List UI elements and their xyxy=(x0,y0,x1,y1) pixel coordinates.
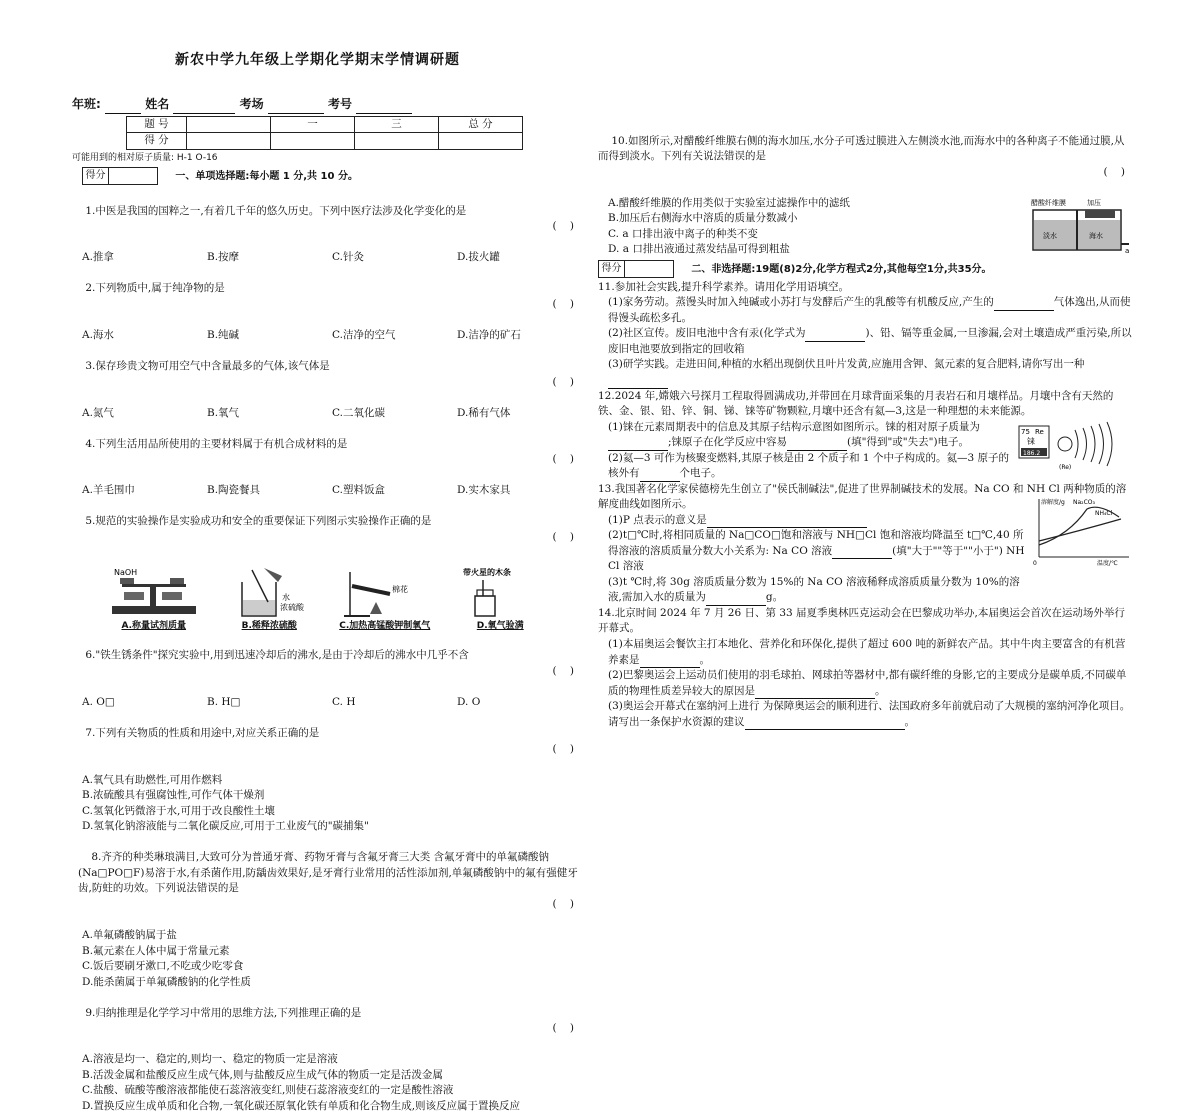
answer-blank[interactable] xyxy=(787,440,847,451)
option: D.洁净的矿石 xyxy=(457,328,521,341)
rhenium-structure-diagram xyxy=(1017,420,1133,470)
answer-paren[interactable]: ( ) xyxy=(552,897,574,910)
options xyxy=(72,695,582,711)
text: (1)铼在元素周期表中的信息及其原子结构示意图如图所示。铼的相对原子质量为 xyxy=(608,420,980,433)
option: A.溶液是均一、稳定的,则均一、稳定的物质一定是溶液 xyxy=(82,1053,338,1066)
answer-blank[interactable] xyxy=(707,517,867,528)
figure-caption: A.称量试剂质量 xyxy=(121,620,187,631)
score-cell[interactable] xyxy=(271,133,355,150)
q12-part2 xyxy=(598,451,1013,482)
question-14: 14.北京时间 2024 年 7 月 26 日、第 33 届夏季奥林匹克运动会在巴黎成功举办,本届奥运会首次在运动场外举行开幕式。 xyxy=(598,606,1125,635)
room-blank[interactable] xyxy=(268,102,324,114)
question-7 xyxy=(72,711,582,773)
option: A.推拿 xyxy=(82,251,114,264)
text: (1)家务劳动。蒸馒头时加入纯碱或小苏打与发酵后产生的乳酸等有机酸反应,产生的 xyxy=(608,296,994,309)
membrane-label: 醋酸纤维膜 xyxy=(1031,198,1066,207)
q14-part2 xyxy=(598,668,1133,699)
diagram-label: (Re) xyxy=(1059,463,1072,471)
section2-header xyxy=(598,260,1133,278)
solubility-curve-diagram xyxy=(1029,495,1133,567)
option: C.盐酸、硫酸等酸溶液都能使石蕊溶液变红,则使石蕊溶液变红的一定是酸性溶液 xyxy=(82,1084,454,1097)
option: C.洁净的空气 xyxy=(332,328,396,341)
section1-title: 一、单项选择题:每小题 1 分,共 10 分。 xyxy=(175,171,358,183)
desalination-diagram xyxy=(1029,196,1133,254)
fresh-water-label: 淡水 xyxy=(1043,231,1057,240)
cotton-label: 棉花 xyxy=(391,584,408,594)
score-cell: 题 号 xyxy=(127,116,187,133)
text: 。 xyxy=(875,684,886,697)
atomic-mass: 186.2 xyxy=(1023,449,1041,457)
answer-paren[interactable]: ( ) xyxy=(1103,165,1125,178)
option: D.实木家具 xyxy=(457,484,511,497)
option: D. O xyxy=(457,696,481,708)
right-column xyxy=(598,118,1133,730)
port-label: a xyxy=(1125,246,1130,255)
answer-paren[interactable]: ( ) xyxy=(552,664,574,677)
option: A.单氟磷酸钠属于盐 xyxy=(82,928,177,941)
option: B.活泼金属和盐酸反应生成气体,则与盐酸反应生成气体的物质一定是活泼金属 xyxy=(82,1068,443,1081)
text: 。 xyxy=(904,715,915,728)
question-stem: 4.下列生活用品所使用的主要材料属于有机合成材料的是 xyxy=(85,437,348,450)
answer-paren[interactable]: ( ) xyxy=(552,530,574,543)
question-10 xyxy=(598,118,1133,196)
atomic-number: 75 xyxy=(1021,427,1030,436)
text: 气体逸出,从而使得馒头疏松多孔。 xyxy=(608,296,1131,324)
score-box-label: 得分 xyxy=(83,168,109,184)
figure-balance xyxy=(99,563,209,633)
score-cell xyxy=(187,116,271,133)
score-table-row xyxy=(127,116,523,133)
question-3 xyxy=(72,343,582,405)
element-name: 铼 xyxy=(1027,436,1035,446)
number-label: 考号 xyxy=(327,97,352,111)
figure-dilution xyxy=(214,563,324,633)
score-cell: 一 xyxy=(271,116,355,133)
text: (2)t□℃时,将相同质量的 Na□CO□饱和溶液与 NH□Cl 饱和溶液均降温至 t□℃,40 所得溶液的溶质质量分数大小关系为: Na CO 溶液 xyxy=(608,529,1024,557)
series-nh4cl-label: NH₄Cl xyxy=(1095,509,1113,517)
number-blank[interactable] xyxy=(356,102,412,114)
class-label: 年班: xyxy=(72,97,101,111)
section1-header xyxy=(82,167,582,185)
options xyxy=(72,328,582,344)
answer-blank[interactable] xyxy=(608,440,668,451)
answer-blank[interactable] xyxy=(706,595,766,606)
option: A.羊毛围巾 xyxy=(82,484,135,497)
question-6 xyxy=(72,633,582,695)
score-cell: 三 xyxy=(355,116,439,133)
question-4 xyxy=(72,421,582,483)
q12-part1 xyxy=(598,420,1013,451)
q13-part1 xyxy=(598,513,1027,529)
score-cell[interactable] xyxy=(355,133,439,150)
options xyxy=(72,250,582,266)
option: B.纯碱 xyxy=(207,328,240,341)
score-table-row xyxy=(127,133,523,150)
question-stem: 7.下列有关物质的性质和用途中,对应关系正确的是 xyxy=(85,727,320,740)
question-5 xyxy=(72,499,582,561)
score-cell: 得 分 xyxy=(127,133,187,150)
sea-water-label: 海水 xyxy=(1089,231,1103,240)
q11-part2 xyxy=(598,326,1133,357)
option: C.饭后要刷牙漱口,不吃或少吃零食 xyxy=(82,960,244,973)
balance-icon xyxy=(104,566,204,620)
q14-part1 xyxy=(598,637,1133,668)
figure-caption: C.加热高锰酸钾制氧气 xyxy=(339,620,431,631)
answer-paren[interactable]: ( ) xyxy=(552,453,574,466)
left-column xyxy=(72,96,582,1114)
text: (2)社区宣传。废旧电池中含有汞(化学式为 xyxy=(608,327,806,340)
option: C.氢氧化钙微溶于水,可用于改良酸性土壤 xyxy=(82,804,275,817)
answer-paren[interactable]: ( ) xyxy=(552,220,574,233)
text: (2)氦—3 可作为核聚变燃料,其原子核是由 2 个质子和 1 个中子构成的。氦—3 原子的核外有 xyxy=(608,451,1009,480)
text: ;铼原子在化学反应中容易 xyxy=(668,436,788,449)
series-na2co3-label: Na₂CO₃ xyxy=(1073,498,1095,506)
question-stem: 9.归纳推理是化学学习中常用的思维方法,下列推理正确的是 xyxy=(85,1006,362,1019)
option: A. O□ xyxy=(82,696,115,708)
text: (3)t ℃时,将 30g 溶质质量分数为 15%的 Na CO 溶液稀释成溶质质量分数为 10%的溶液,需加入水的质量为 xyxy=(608,575,1020,604)
text: g。 xyxy=(765,591,784,604)
section2-title: 二、非选择题:19题(8)2分,化学方程式2分,其他每空1分,共35分。 xyxy=(691,263,992,275)
question-stem: 3.保存珍贵文物可用空气中含量最多的气体,该气体是 xyxy=(85,359,330,372)
question-stem: 5.规范的实验操作是实验成功和安全的重要保证下列图示实验操作正确的是 xyxy=(85,515,432,528)
name-blank[interactable] xyxy=(173,102,235,114)
answer-blank[interactable] xyxy=(832,548,892,559)
score-box-blank[interactable] xyxy=(625,261,673,277)
text: (3)奥运会开幕式在塞纳河上进行 为保障奥运会的顺利进行、法国政府多年前就启动了大规模的塞纳河净化项目。请写出一条保护水资源的建议 xyxy=(608,700,1131,728)
figure-oxygen-test xyxy=(445,563,555,633)
options xyxy=(72,406,582,422)
pressure-label: 加压 xyxy=(1087,198,1101,207)
option: B.加压后右侧海水中溶质的质量分数减小 xyxy=(608,212,798,225)
option: C.针灸 xyxy=(332,251,364,264)
question-8 xyxy=(72,835,582,928)
option: B. H□ xyxy=(207,696,241,708)
text: 。 xyxy=(699,653,710,666)
q5-figures xyxy=(72,561,582,633)
option: D.能杀菌属于单氟磷酸钠的化学性质 xyxy=(82,975,251,988)
text: 个电子。 xyxy=(679,467,722,480)
option: D.置换反应生成单质和化合物,一氧化碳还原氧化铁有单质和化合物生成,则该反应属于置换反应 xyxy=(82,1099,521,1112)
x-axis-label: 温度/℃ xyxy=(1097,559,1118,567)
text: (2)巴黎奥运会上运动员们使用的羽毛球拍、网球拍等器材中,都有碳纤维的身影,它的主要成分是碳单质,不同碳单质的物理性质差异较大的原因是 xyxy=(608,669,1127,697)
option: C. H xyxy=(332,696,356,708)
answer-paren[interactable]: ( ) xyxy=(552,1022,574,1035)
text: )、铅、镉等重金属,一旦渗漏,会对土壤造成严重污染,所以废旧电池要放到指定的回收箱 xyxy=(608,327,1132,355)
text: (3)研学实践。走进田间,种植的水稻出现倒伏且叶片发黄,应施用含钾、氮元素的复合肥料,请你写出一种 xyxy=(608,358,1085,371)
q13-part2 xyxy=(598,528,1027,575)
question-2 xyxy=(72,266,582,328)
acid-label: 浓硫酸 xyxy=(280,602,305,612)
name-label: 姓名 xyxy=(145,97,170,111)
answer-blank[interactable] xyxy=(994,300,1054,311)
y-axis-label: 溶解度/g xyxy=(1041,498,1065,506)
question-13: 13.我国著名化学家侯德榜先生创立了"侯氏制碱法",促进了世界制碱技术的发展。Na CO 和 NH Cl 两种物质的溶解度曲线如图所示。 xyxy=(598,482,1127,511)
q14-part3 xyxy=(598,699,1133,730)
answer-paren[interactable]: ( ) xyxy=(552,297,574,310)
option: D.拔火罐 xyxy=(457,251,500,264)
option: A.海水 xyxy=(82,328,114,341)
test-tube-icon xyxy=(340,566,430,620)
question-stem: 8.齐齐的种类琳琅满目,大致可分为普通牙膏、药物牙膏与含氟牙膏三大类 含氟牙膏中的单氟磷酸钠(Na□PO□F)易溶于水,有杀菌作用,防龋齿效果好,是牙膏行业常用的活性添加剂,单氟磷酸钠中的氟有强健牙齿,防蛀的功效。下列说法错误的是 xyxy=(78,851,578,895)
student-info-line xyxy=(72,96,582,114)
question-stem: 2.下列物质中,属于纯净物的是 xyxy=(85,282,225,295)
element-symbol: Re xyxy=(1035,427,1044,436)
q12-parts xyxy=(598,420,1133,482)
text: (1)本届奥运会餐饮主打本地化、营养化和环保化,提供了超过 600 吨的新鲜农产品。其中牛肉主要富含的有机营养素是 xyxy=(608,638,1126,666)
splint-label: 带火星的木条 xyxy=(463,567,512,577)
answer-blank[interactable] xyxy=(805,331,865,342)
text: (填"得到"或"失去")电子。 xyxy=(847,436,970,449)
text: (1)P 点表示的意义是 xyxy=(608,513,707,526)
answer-blank[interactable] xyxy=(640,471,680,482)
q10-options-wrap xyxy=(598,196,1133,258)
score-box-blank[interactable] xyxy=(109,168,157,184)
score-table xyxy=(126,116,523,150)
origin-label: 0 xyxy=(1033,559,1037,567)
option: B.按摩 xyxy=(207,251,240,264)
gas-bottle-icon xyxy=(455,566,545,620)
section1-score-box[interactable] xyxy=(82,167,158,185)
q13-part3 xyxy=(598,575,1027,606)
score-box-label: 得分 xyxy=(599,261,625,277)
score-cell[interactable] xyxy=(439,133,523,150)
naoh-label: NaOH xyxy=(113,567,137,577)
answer-blank[interactable] xyxy=(745,719,905,730)
question-11: 11.参加社会实践,提升科学素养。请用化学用语填空。 xyxy=(598,280,850,293)
question-stem: 1.中医是我国的国粹之一,有着几千年的悠久历史。下列中医疗法涉及化学变化的是 xyxy=(85,204,467,217)
option: A.氮气 xyxy=(82,406,114,419)
option: B.陶瓷餐具 xyxy=(207,484,261,497)
q11-part3 xyxy=(598,357,1133,388)
text: (填"大于""等于""小于") NH Cl 溶液 xyxy=(608,544,1025,573)
score-cell: 总 分 xyxy=(439,116,523,133)
exam-title: 新农中学九年级上学期化学期末学情调研题 xyxy=(175,52,460,68)
option: C.二氧化碳 xyxy=(332,406,385,419)
answer-blank[interactable] xyxy=(755,688,875,699)
option: B.氧气 xyxy=(207,406,240,419)
question-stem: 10.如图所示,对醋酸纤维膜右侧的海水加压,水分子可透过膜进入左侧淡水池,而海水中的各种离子不能通过膜,从而得到淡水。下列有关说法错误的是 xyxy=(598,134,1125,163)
option: B.浓硫酸具有强腐蚀性,可作气体干燥剂 xyxy=(82,789,265,802)
option: C.塑料饭盒 xyxy=(332,484,385,497)
q13-parts xyxy=(598,498,1133,606)
q11-part1 xyxy=(598,295,1133,326)
score-cell[interactable] xyxy=(187,133,271,150)
section2-score-box[interactable] xyxy=(598,260,674,278)
figure-heating xyxy=(330,563,440,633)
question-1 xyxy=(72,188,582,250)
room-label: 考场 xyxy=(239,97,264,111)
figure-caption: B.稀释浓硫酸 xyxy=(241,620,297,631)
water-label: 水 xyxy=(282,592,291,602)
option: D.氢氧化钠溶液能与二氧化碳反应,可用于工业废气的"碳捕集" xyxy=(82,820,369,833)
answer-paren[interactable]: ( ) xyxy=(552,742,574,755)
options xyxy=(72,483,582,499)
option: D.稀有气体 xyxy=(457,406,511,419)
question-12: 12.2024 年,嫦娥六号探月工程取得圆满成功,并带回在月球背面采集的月表岩石和月壤样品。月壤中含有天然的铁、金、银、铅、锌、铜、锑、铼等矿物颗粒,月壤中还含有氦—3,这是一种理想的未来能源。 xyxy=(598,389,1114,418)
figure-caption: D.氧气验满 xyxy=(476,620,524,631)
answer-paren[interactable]: ( ) xyxy=(552,375,574,388)
answer-blank[interactable] xyxy=(608,378,668,389)
option: A.氧气具有助燃性,可用作燃料 xyxy=(82,773,223,786)
beaker-icon xyxy=(224,566,314,620)
atomic-mass-note: 可能用到的相对原子质量: H-1 O-16 xyxy=(72,152,218,163)
option: C. a 口排出液中离子的种类不变 xyxy=(608,227,758,240)
class-blank[interactable] xyxy=(105,102,141,114)
question-stem: 6."铁生锈条件"探究实验中,用到迅速冷却后的沸水,是由于冷却后的沸水中几乎不含 xyxy=(85,649,469,662)
option: B.氟元素在人体中属于常量元素 xyxy=(82,944,230,957)
question-9 xyxy=(72,990,582,1052)
option: D. a 口排出液通过蒸发结晶可得到粗盐 xyxy=(608,243,790,256)
answer-blank[interactable] xyxy=(640,657,700,668)
option: A.醋酸纤维膜的作用类似于实验室过滤操作中的滤纸 xyxy=(608,196,850,209)
